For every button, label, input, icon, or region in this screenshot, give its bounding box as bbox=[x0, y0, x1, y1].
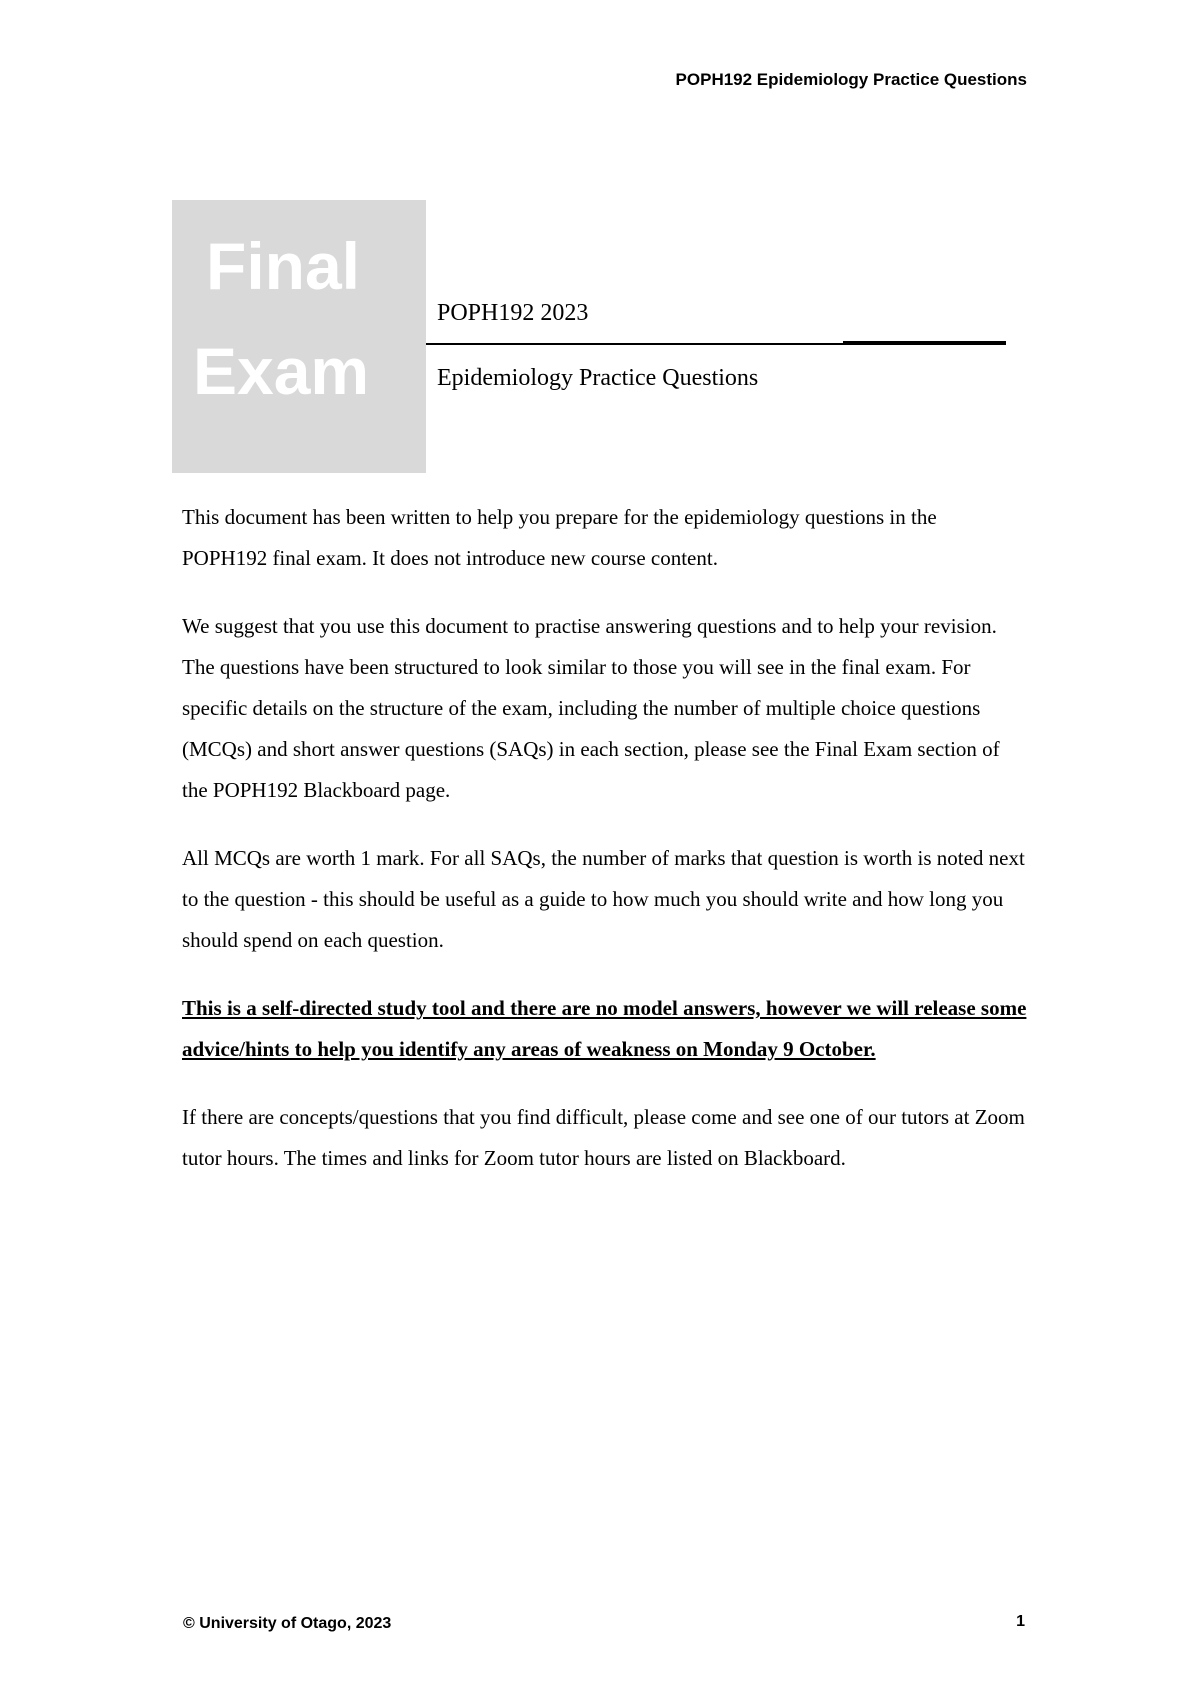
cover-word-final: Final bbox=[206, 229, 361, 303]
cover-block bbox=[172, 200, 426, 473]
course-code: POPH192 2023 bbox=[437, 300, 589, 326]
cover-word-exam: Exam bbox=[193, 334, 370, 408]
help-paragraph: If there are concepts/questions that you find difficult, please come and see one of our tutors at Zoom tutor hours. The times and links for Zoom tutor hours are listed on Blackboard. bbox=[182, 1105, 1025, 1170]
footer-copyright: © University of Otago, 2023 bbox=[183, 1615, 392, 1632]
body-text bbox=[182, 497, 1027, 1206]
title-rule-accent bbox=[843, 341, 1006, 345]
usage-paragraph: We suggest that you use this document to practise answering questions and to help your revision. The questions have been structured to look similar to those you will see in the final exam. For specific details on the structure of the exam, including the number of multiple choice questions (MCQs) and short answer questions (SAQs) in each section, please see the Final Exam section of the POPH192 Blackboard page. bbox=[182, 614, 1000, 802]
page-number: 1 bbox=[1016, 1613, 1025, 1630]
intro-paragraph: This document has been written to help you prepare for the epidemiology questions in the POPH192 final exam. It does not introduce new course content. bbox=[182, 505, 937, 570]
marks-paragraph: All MCQs are worth 1 mark. For all SAQs, the number of marks that question is worth is noted next to the question - this should be useful as a guide to how much you should write and how long you should spend on each question. bbox=[182, 846, 1025, 952]
running-header: POPH192 Epidemiology Practice Questions bbox=[675, 70, 1027, 89]
notice-paragraph: This is a self-directed study tool and there are no model answers, however we will release some advice/hints to help you identify any areas of weakness on Monday 9 October. bbox=[182, 996, 1027, 1061]
document-subtitle: Epidemiology Practice Questions bbox=[437, 365, 759, 391]
